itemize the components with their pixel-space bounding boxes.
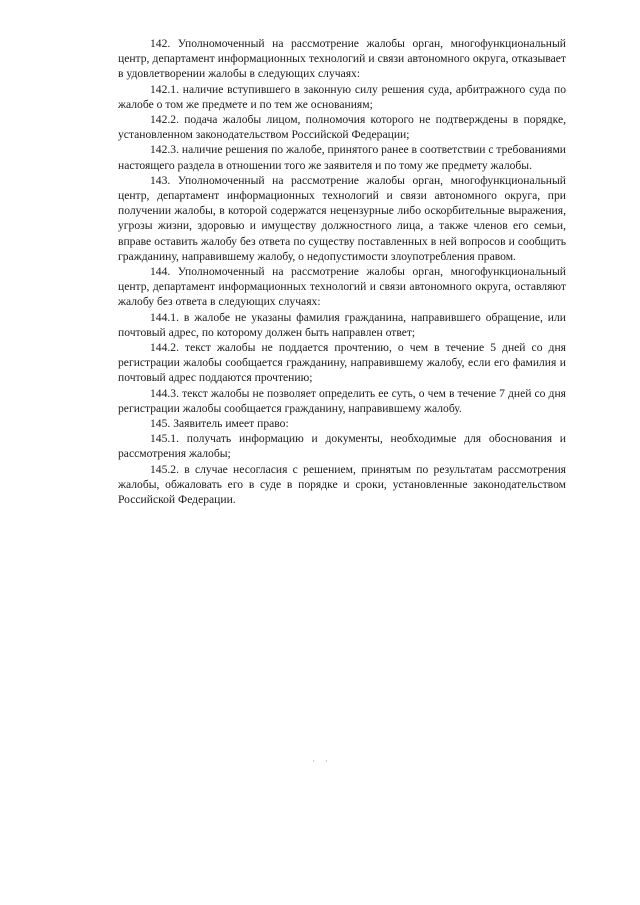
document-body — [118, 36, 566, 507]
paragraph-144-2: 144.2. текст жалобы не поддается прочтению, о чем в течение 5 дней со дня регистрации жалобы сообщается гражданину, направившему жалобу, если его фамилия и почтовый адрес поддаются прочтению; — [118, 341, 566, 385]
paragraph-144-1: 144.1. в жалобе не указаны фамилия гражданина, направившего обращение, или почтовый адрес, по которому должен быть направлен ответ; — [118, 310, 566, 339]
paragraph-145-2: 145.2. в случае несогласия с решением, принятым по результатам рассмотрения жалобы, обжаловать его в суде в порядке и сроки, установленные законодательством Российской Федерации. — [118, 462, 566, 507]
paragraph-145: 145. Заявитель имеет право: — [150, 417, 289, 431]
paragraph-144-3: 144.3. текст жалобы не позволяет определить ее суть, о чем в течение 7 дней со дня регистрации жалобы сообщается гражданину, направившему жалобу. — [118, 386, 566, 415]
paragraph-144: 144. Уполномоченный на рассмотрение жалобы орган, многофункциональный центр, департамент информационных технологий и связи автономного округа, оставляют жалобу без ответа в следующих случаях: — [118, 265, 566, 309]
paragraph-142-3: 142.3. наличие решения по жалобе, принятого ранее в соответствии с требованиями настоящего раздела в отношении того же заявителя и по тому же предмету жалобы. — [118, 143, 566, 172]
paragraph-142: 142. Уполномоченный на рассмотрение жалобы орган, многофункциональный центр, департамент информационных технологий и связи автономного округа, отказывает в удовлетворении жалобы в следующих случаях: — [118, 37, 566, 81]
paragraph-142-2: 142.2. подача жалобы лицом, полномочия которого не подтверждены в порядке, установленном законодательством Российской Федерации; — [118, 113, 566, 142]
paragraph-143: 143. Уполномоченный на рассмотрение жалобы орган, многофункциональный центр, департамент информационных технологий и связи автономного округа, при получении жалобы, в которой содержатся нецензурные либо оскорбительные выражения, угрозы жизни, здоровью и имуществу должностного лица, а также членов его семьи, вправе оставить жалобу без ответа по существу поставленных в ней вопросов и сообщить гражданину, направившему жалобу, о недопустимости злоупотребления правом. — [118, 173, 566, 263]
paragraph-142-1: 142.1. наличие вступившего в законную силу решения суда, арбитражного суда по жалобе о том же предмете и по тем же основаниям; — [118, 82, 566, 111]
page-mark: · · — [312, 757, 332, 766]
paragraph-145-1: 145.1. получать информацию и документы, необходимые для обоснования и рассмотрения жалобы; — [118, 432, 566, 461]
